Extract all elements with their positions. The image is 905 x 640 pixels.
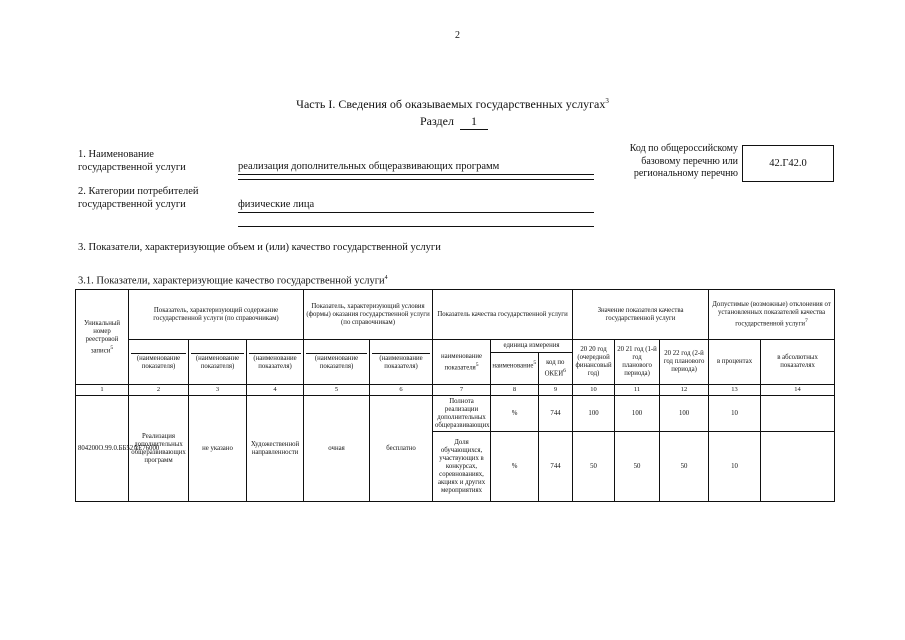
- column-number: 7: [433, 385, 491, 396]
- service-name-label-line1: 1. Наименование: [78, 149, 154, 160]
- section-3-1-text: 3.1. Показатели, характеризующие качество государственной услуги: [78, 275, 385, 287]
- service-name-label-line2: государственной услуги: [78, 162, 186, 173]
- header-col2-name: [129, 340, 189, 385]
- header-unit: [491, 340, 573, 385]
- header-conditions: Показатель, характеризующий условия (формы) оказания государственной услуги (по справочникам): [304, 290, 433, 340]
- column-number: 1: [76, 385, 129, 396]
- header-unique-id: [76, 290, 129, 385]
- header-year-3: 20 22 год (2-й год планового периода): [660, 340, 709, 385]
- header-quality-name-text: наименование показателя: [440, 352, 483, 371]
- quality-table: [75, 289, 835, 502]
- table-header-row-2: [76, 340, 835, 385]
- section-number: 1: [460, 114, 488, 130]
- cell-content-3: Художественной направленности: [247, 396, 304, 502]
- cell-year-2: 100: [615, 396, 660, 432]
- cell-okei: 744: [539, 396, 573, 432]
- column-number: 8: [491, 385, 539, 396]
- cell-absolute: [761, 396, 835, 432]
- column-number: 5: [304, 385, 370, 396]
- cell-year-3: 50: [660, 432, 709, 502]
- header-unit-name-sup: 5: [533, 360, 537, 366]
- header-unique-id-text: Уникальный номер реестровой записи: [83, 319, 121, 354]
- cell-percent: 10: [709, 432, 761, 502]
- page-title: [0, 97, 905, 112]
- column-number-row: [76, 385, 835, 396]
- cell-unit: %: [491, 396, 539, 432]
- column-number: 14: [761, 385, 835, 396]
- header-col5-name-text: (наименование показателя): [306, 353, 367, 371]
- column-number: 10: [573, 385, 615, 396]
- service-name-label: [78, 148, 186, 174]
- consumer-blank-line: [238, 226, 594, 227]
- header-quality-name: [433, 340, 491, 385]
- section-3-heading: 3. Показатели, характеризующие объем и (или) качество государственной услуги: [78, 242, 441, 253]
- header-absolute: в абсолютных показателях: [761, 340, 835, 385]
- column-number: 2: [129, 385, 189, 396]
- cell-unit: %: [491, 432, 539, 502]
- header-quality: Показатель качества государственной услуги: [433, 290, 573, 340]
- header-unit-name: [491, 353, 538, 384]
- header-percent: в процентах: [709, 340, 761, 385]
- header-okei-text: код по ОКЕИ: [544, 359, 565, 378]
- column-number: 11: [615, 385, 660, 396]
- title-text: Часть I. Сведения об оказываемых государственных услугах: [296, 97, 606, 111]
- cell-okei: 744: [539, 432, 573, 502]
- section-3-1-footnote: 4: [384, 275, 388, 281]
- header-deviation-sup: 7: [805, 317, 808, 324]
- header-unit-name-text: наименование: [492, 362, 534, 370]
- header-col3-name-text: (наименование показателя): [191, 353, 244, 371]
- title-footnote: 3: [605, 97, 609, 105]
- header-col6-name: [370, 340, 433, 385]
- section-label: Раздел: [420, 114, 454, 128]
- header-col4-name: [247, 340, 304, 385]
- section-3-1-heading: [78, 272, 388, 288]
- cell-condition-1: очная: [304, 396, 370, 502]
- column-number: 9: [539, 385, 573, 396]
- column-number: 6: [370, 385, 433, 396]
- header-col5-name: [304, 340, 370, 385]
- column-number: 4: [247, 385, 304, 396]
- header-content: Показатель, характеризующий содержание государственной услуги (по справочникам): [129, 290, 304, 340]
- cell-unique-id: 804200О.99.0.ББ52АЕ76000: [76, 396, 129, 502]
- header-unique-id-sup: 5: [110, 344, 114, 351]
- header-okei-sup: 6: [563, 368, 566, 374]
- header-col3-name: [189, 340, 247, 385]
- cell-percent: 10: [709, 396, 761, 432]
- cell-year-3: 100: [660, 396, 709, 432]
- cell-year-1: 100: [573, 396, 615, 432]
- cell-quality-name: Доля обучающихся, участвующих в конкурсах, соревнованиях, акциях и других мероприятиях: [433, 432, 491, 502]
- cell-absolute: [761, 432, 835, 502]
- cell-year-2: 50: [615, 432, 660, 502]
- section-heading: [420, 114, 488, 130]
- column-number: 13: [709, 385, 761, 396]
- header-year-1: 20 20 год (очередной финансовый год): [573, 340, 615, 385]
- table-row: [76, 396, 835, 432]
- header-quality-name-sup: 5: [475, 361, 479, 368]
- header-col2-name-text: (наименование показателя): [131, 353, 186, 371]
- cell-content-1: Реализация дополнительных общеразвивающих программ: [129, 396, 189, 502]
- consumer-value: физические лица: [238, 198, 594, 213]
- header-okei: [539, 353, 573, 384]
- header-col4-name-text: (наименование показателя): [249, 353, 301, 371]
- cell-content-2: не указано: [189, 396, 247, 502]
- service-name-value: реализация дополнительных общеразвивающих программ: [238, 160, 594, 175]
- header-year-2: 20 21 год (1-й год планового периода): [615, 340, 660, 385]
- code-value: 42.Г42.0: [769, 158, 807, 169]
- cell-year-1: 50: [573, 432, 615, 502]
- cell-quality-name: Полнота реализации дополнительных общеразвивающих: [433, 396, 491, 432]
- column-number: 3: [189, 385, 247, 396]
- header-col6-name-text: (наименование показателя): [372, 353, 430, 371]
- header-values: Значение показателя качества государственной услуги: [573, 290, 709, 340]
- service-name-blank-line: [238, 179, 594, 180]
- column-number: 12: [660, 385, 709, 396]
- consumer-label-line2: государственной услуги: [78, 199, 186, 210]
- code-label: Код по общероссийскому базовому перечню или региональному перечню: [629, 143, 738, 179]
- consumer-label-line1: 2. Категории потребителей: [78, 186, 199, 197]
- header-unit-title: единица измерения: [491, 340, 572, 353]
- header-deviation-text: Допустимые (возможные) отклонения от установленных показателей качества государственной услуги: [712, 300, 831, 328]
- page-number: 2: [455, 30, 460, 41]
- cell-condition-2: бесплатно: [370, 396, 433, 502]
- table-header-row-1: [76, 290, 835, 340]
- code-box: [742, 145, 834, 182]
- consumer-label: [78, 185, 199, 211]
- header-deviation: [709, 290, 835, 340]
